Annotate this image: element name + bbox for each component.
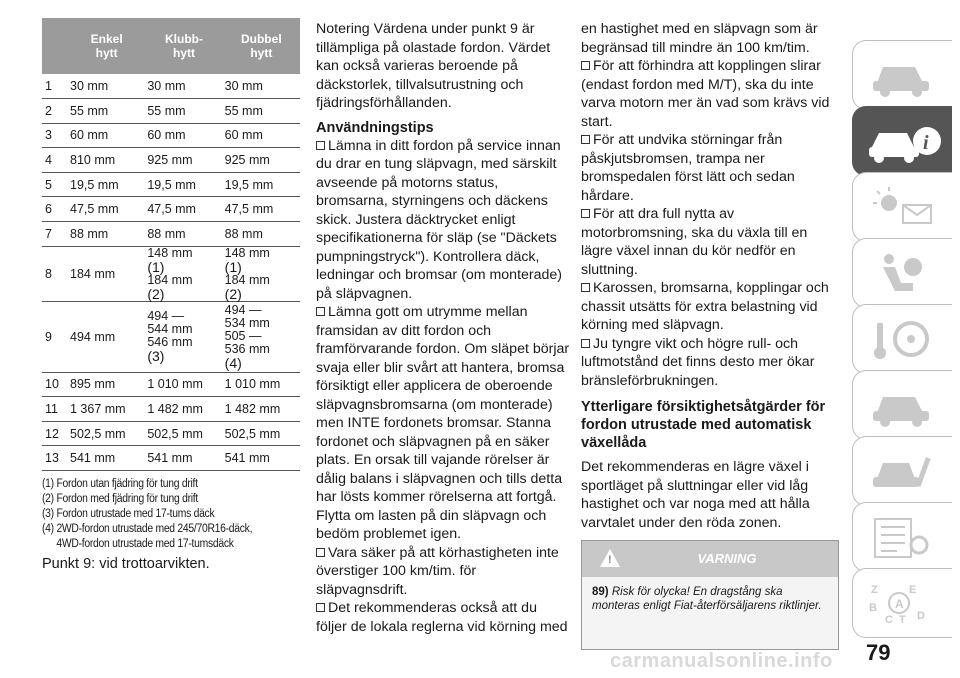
bullet-text: Ju tyngre vikt och högre rull- och luftmotstånd det finns desto mer ökar bränsleförbrukningen. [581, 335, 815, 389]
header-blank [42, 18, 68, 74]
table-cell [223, 246, 300, 301]
continued-paragraph: en hastighet med en släpvagn som är begränsad till mindre än 100 km/tim. [581, 21, 818, 56]
steering-icon [867, 317, 937, 363]
cell-line: 534 mm [224, 315, 270, 330]
header-klubb: Klubb- hytt [145, 18, 222, 74]
tab-car-service-icon[interactable] [852, 370, 952, 440]
table-row [42, 446, 300, 471]
cell-line: 148 mm [224, 245, 270, 260]
checkbox-bullet-icon [316, 548, 325, 557]
table-row [42, 246, 300, 301]
table-cell: 541 mm [68, 446, 145, 471]
checkbox-bullet-icon [316, 307, 325, 316]
checkbox-bullet-icon [581, 339, 590, 348]
bullet-item [316, 544, 570, 600]
bullet-item [581, 57, 839, 131]
left-column [42, 18, 300, 572]
table-cell: 5 [42, 172, 68, 197]
table-cell: 12 [42, 421, 68, 446]
table-cell: 8 [42, 246, 68, 301]
table-row [42, 74, 300, 99]
cell-line: (1) [147, 258, 165, 275]
cell-line: 184 mm [147, 272, 193, 287]
cell-line: (3) [147, 348, 165, 365]
bullet-item [581, 279, 839, 335]
tab-airbag-seat-icon[interactable] [852, 238, 952, 308]
cell-line: 148 mm [147, 245, 193, 260]
warning-body [582, 577, 838, 649]
bullet-item [581, 205, 839, 279]
bullet-text: Vara säker på att körhastigheten inte överstiger 100 km/tim. för släpvagnsdrift. [316, 544, 559, 598]
page-number: 79 [866, 640, 891, 665]
table-cell: 1 010 mm [223, 372, 300, 397]
tab-car-icon[interactable] [852, 40, 952, 110]
tab-steering-icon[interactable] [852, 304, 952, 374]
tab-index-letters-icon[interactable] [852, 568, 952, 638]
table-cell: 60 mm [223, 123, 300, 148]
table-cell: 30 mm [68, 74, 145, 99]
watermark: carmanualsonline.info [610, 650, 833, 672]
table-cell: 9 [42, 301, 68, 372]
warning-header [582, 541, 838, 577]
table-cell: 1 367 mm [68, 397, 145, 422]
bullet-text: Karossen, bromsarna, kopplingar och chassit utsätts för extra belastning vid körning med släpvagn. [581, 280, 829, 333]
table-cell: 541 mm [223, 446, 300, 471]
table-cell: 19,5 mm [145, 172, 222, 197]
tab-specs-list-icon[interactable] [852, 502, 952, 572]
table-cell: 19,5 mm [68, 172, 145, 197]
footnote: (2) Fordon med fjädring för tung drift [42, 493, 198, 506]
cell-line: (4) [224, 354, 242, 371]
table-cell: 541 mm [145, 446, 222, 471]
warning-number: 89) [592, 586, 609, 598]
table-cell: 13 [42, 446, 68, 471]
table-cell: 1 [42, 74, 68, 99]
table-row [42, 172, 300, 197]
dimensions-table [42, 18, 300, 471]
table-row [42, 148, 300, 173]
table-cell: 55 mm [68, 99, 145, 124]
middle-column [316, 20, 570, 636]
svg-text:B: B [869, 602, 877, 614]
bullet-text: För att undvika störningar från påskjutsbromsen, trampa ner bromspedalen först lätt och sedan hårdare. [581, 132, 795, 204]
table-cell: 1 010 mm [145, 372, 222, 397]
table-cell: 7 [42, 222, 68, 247]
cell-line: 536 mm [224, 341, 270, 356]
table-cell: 1 482 mm [223, 397, 300, 422]
tips-list [316, 137, 570, 637]
checkbox-bullet-icon [316, 603, 325, 612]
table-cell: 6 [42, 197, 68, 222]
table-cell: 60 mm [68, 123, 145, 148]
car-service-icon [867, 383, 937, 429]
table-row [42, 222, 300, 247]
table-cell: 494 mm [68, 301, 145, 372]
bullet-item [316, 599, 570, 636]
warning-box [581, 540, 839, 650]
bullet-text: Lämna in ditt fordon på service innan du drar en tung släpvagn, med särskilt avseende på motorns status, bromsarna, styrningens och däckens skick. Justera däcktrycket enligt specifikationerna för släp (se "Däckets pumpningstryck"). Kontrollera däck, ledningar och bromsar (om monterade) på släpvagnen. [316, 137, 563, 302]
car-info-icon [867, 119, 943, 165]
warning-lights-icon [867, 185, 937, 231]
warning-triangle-icon [600, 549, 620, 567]
cell-line: 184 mm [224, 272, 270, 287]
cell-line: 494 — [224, 302, 262, 317]
table-cell: 925 mm [145, 148, 222, 173]
table-cell: 60 mm [145, 123, 222, 148]
table-cell: 47,5 mm [223, 197, 300, 222]
header-dubbel: Dubbel hytt [223, 18, 300, 74]
footnote: (4) 2WD-fordon utrustade med 245/70R16-däck, [42, 523, 253, 536]
svg-text:T: T [899, 614, 906, 626]
table-row [42, 123, 300, 148]
table-body [42, 74, 300, 471]
table-row [42, 197, 300, 222]
table-cell: 88 mm [68, 222, 145, 247]
cell-line: 546 mm [147, 335, 193, 350]
right-column [581, 20, 839, 650]
header-enkel: Enkel hytt [68, 18, 145, 74]
table-cell: 88 mm [223, 222, 300, 247]
warning-text: Risk för olycka! En dragstång ska monteras enligt Fiat-återförsäljarens riktlinjer. [592, 586, 822, 612]
table-cell: 55 mm [223, 99, 300, 124]
table-cell: 3 [42, 123, 68, 148]
svg-text:Z: Z [871, 584, 878, 596]
index-letters-icon [867, 581, 937, 627]
table-cell: 810 mm [68, 148, 145, 173]
section-heading: Användningstips [316, 119, 434, 136]
table-cell: 47,5 mm [145, 197, 222, 222]
cell-line: (2) [147, 285, 165, 302]
footnotes [42, 477, 300, 552]
checkbox-bullet-icon [581, 209, 590, 218]
bullet-text: För att dra full nytta av motorbromsning, ska du växla till en lägre växel innan du kör nedför en sluttning. [581, 206, 808, 278]
bullet-item [316, 303, 570, 544]
table-cell: 88 mm [145, 222, 222, 247]
svg-text:C: C [885, 614, 893, 626]
section-heading-automatic: Ytterligare försiktighetsåtgärder för fordon utrustade med automatisk växellåda [581, 399, 826, 451]
checkbox-bullet-icon [581, 283, 590, 292]
warning-title: VARNING [697, 551, 757, 566]
bullet-item [581, 131, 839, 205]
chapter-sidebar [852, 40, 960, 640]
cell-line: (2) [224, 285, 242, 302]
intro-paragraph: Notering Värdena under punkt 9 är tillämpliga på olastade fordon. Värdet kan också varieras beroende på däckstorlek, tillvalsutrustning och fjädringsförhållanden. [316, 21, 551, 111]
table-cell: 925 mm [223, 148, 300, 173]
table-cell: 19,5 mm [223, 172, 300, 197]
after-table-note: Punkt 9: vid trottoarvikten. [42, 556, 210, 573]
table-cell: 502,5 mm [145, 421, 222, 446]
table-cell [223, 301, 300, 372]
bullet-item [581, 335, 839, 391]
table-row [42, 372, 300, 397]
specs-list-icon [867, 515, 937, 561]
checkbox-bullet-icon [581, 61, 590, 70]
svg-text:E: E [909, 584, 917, 596]
checkbox-bullet-icon [316, 141, 325, 150]
cell-line: 494 — [147, 309, 185, 324]
table-cell: 11 [42, 397, 68, 422]
footnote: 4WD-fordon utrustade med 17-tumsdäck [56, 538, 234, 551]
table-row [42, 397, 300, 422]
table-cell: 55 mm [145, 99, 222, 124]
table-cell: 30 mm [145, 74, 222, 99]
table-cell: 1 482 mm [145, 397, 222, 422]
cell-line: 544 mm [147, 322, 193, 337]
table-cell: 502,5 mm [68, 421, 145, 446]
cell-line: 505 — [224, 328, 262, 343]
bullet-text: Lämna gott om utrymme mellan framsidan av ditt fordon och framförvarande fordon. Om släpet börjar svaja eller blir svårt att hantera, bromsa försiktigt eller applicera de oberoende släpvagnsbromsarna (om monterade) men INTE fordonets bromsar. Stanna fordonet och släpvagnen på en säker plats. En orsak till vajande rörelser är dålig balans i släpvagnen och tills detta har lösts kommer rörelserna att fortgå. Flytta om lasten på din släpvagn och bedöm problemet igen. [316, 304, 570, 542]
table-cell: 4 [42, 148, 68, 173]
checkbox-bullet-icon [581, 135, 590, 144]
tips-list-continued [581, 57, 839, 390]
tab-warning-lights-icon[interactable] [852, 172, 952, 242]
table-cell: 47,5 mm [68, 197, 145, 222]
footnote: (1) Fordon utan fjädring för tung drift [42, 478, 198, 491]
table-row [42, 99, 300, 124]
tab-car-info-icon[interactable] [852, 106, 952, 176]
table-cell: 502,5 mm [223, 421, 300, 446]
bullet-text: För att förhindra att kopplingen slirar (endast fordon med M/T), ska du inte varva motorn mer än vad som krävs vid start. [581, 58, 830, 130]
svg-text:A: A [895, 597, 904, 611]
svg-text:i: i [923, 132, 929, 154]
cell-line: (1) [224, 258, 242, 275]
tools-icon [867, 449, 937, 495]
table-cell: 2 [42, 99, 68, 124]
airbag-seat-icon [867, 251, 937, 297]
footnote: (3) Fordon utrustade med 17-tums däck [42, 508, 215, 521]
table-cell: 895 mm [68, 372, 145, 397]
svg-text:D: D [917, 610, 925, 622]
table-cell [145, 301, 222, 372]
car-icon [867, 53, 937, 99]
table-row [42, 301, 300, 372]
table-cell: 10 [42, 372, 68, 397]
tab-tools-icon[interactable] [852, 436, 952, 506]
automatic-paragraph: Det rekommenderas en lägre växel i sportläget på sluttningar eller vid låg hastighet och var noga med att hålla varvtalet under den röda zonen. [581, 459, 810, 531]
bullet-text: Det rekommenderas också att du följer de lokala reglerna vid körning med [316, 600, 568, 635]
table-cell: 30 mm [223, 74, 300, 99]
table-row [42, 421, 300, 446]
bullet-item [316, 137, 570, 304]
table-cell [145, 246, 222, 301]
table-cell: 184 mm [68, 246, 145, 301]
